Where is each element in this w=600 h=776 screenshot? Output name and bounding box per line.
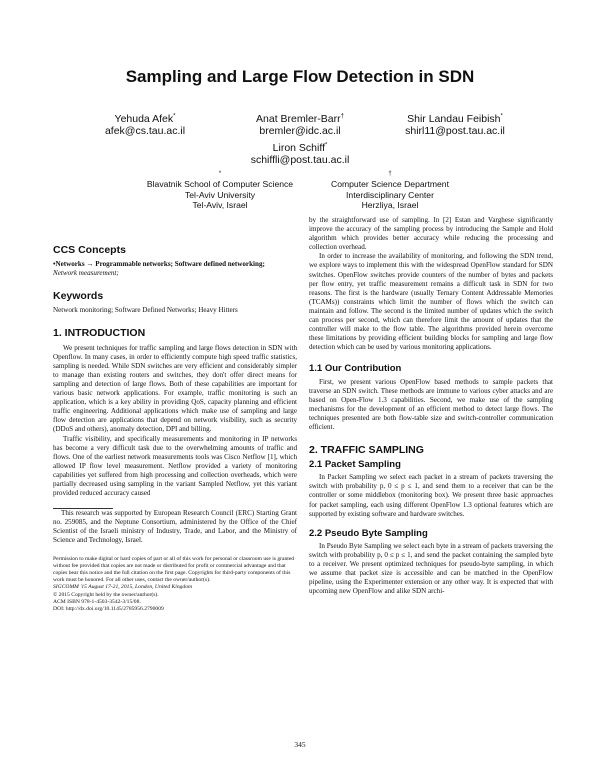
- author-email: schiffli@post.tau.ac.il: [250, 154, 350, 166]
- permission-text: Permission to make digital or hard copies of part or all of this work for personal or classroom use is granted without fee provided that copies are not made or distributed for profit or commercial advantage and that copies bear this notice and the full citation on the first page. Copyrights for third-party components of this work must be honored. For all other uses, contact the owner/author(s).: [53, 555, 295, 584]
- author-name: Liron Schiff*: [272, 141, 328, 154]
- funding-footnote: This research was supported by European Research Council (ERC) Starting Grant no. 259085, and the Neptune Consortium, administered by the Office of the Chief Scientist of the Israeli ministry of Industry, Trade, and Labor, and the Ministry of Science and Technology, Israel.: [53, 509, 297, 545]
- affiliation-line: Interdisciplinary Center: [346, 189, 434, 200]
- paragraph: In Pseudo Byte Sampling we select each byte in a stream of packets traversing the switch with probability p, 0 ≤ p ≤ 1, and send the packet containing the sampled byte to a receiver. We present optimized techniques for pseudo-byte sampling, in which we assume that packet size is accessible and can be matched in the OpenFlow pipeline, using the Experimenter extension or any other way. It is expected that with upcoming new OpenFlow and alike SDN archi-: [309, 541, 553, 596]
- introduction-section: [53, 329, 297, 498]
- introduction-heading: 1. INTRODUCTION: [53, 327, 146, 340]
- author-afek: [60, 110, 230, 138]
- pseudo-byte-heading: 2.2 Pseudo Byte Sampling: [309, 527, 428, 539]
- left-column: [53, 246, 297, 613]
- paragraph: In order to increase the availability of monitoring, and following the SDN trend, we explore ways to implement this with the widespread OpenFlow standard for SDN switches. OpenFlow switches provide counters of the number of bytes and packets per flow entry, yet traffic measurement remains a difficult task in SDN for two reasons. The first is the hardware (usually Ternary Content Addressable Memories (TCAMs)) constraints which limit the number of flows which the switch can maintain and follow. The second is the limited number of updates which the switch can process per second, which can therefore limit the amount of updates that the controller will make to the flow table. The algorithms provided herein overcome these limitations by providing efficient building blocks for sampling and large flow detection which can be used by various monitoring applications.: [309, 252, 553, 352]
- copyright: © 2015 Copyright held by the owner/author(s).: [53, 591, 159, 598]
- isbn: ACM ISBN 978-1-4503-3542-3/15/08.: [53, 598, 141, 605]
- author-name: Shir Landau Feibish*: [407, 112, 503, 125]
- pseudo-byte-section: [309, 529, 553, 597]
- affiliation-line: Tel-Aviv University: [184, 189, 256, 200]
- paragraph: We present techniques for traffic sampling and large flows detection in SDN with Openflow. In many cases, in order to efficiently compute high speed traffic statistics, sampling is needed. While SDN switches are very efficient and considerably simpler to manage than existing routers and switches, they don't offer direct means for sampling and detection of large flows. Both of these capabilities are important for various basic network applications. For example, traffic monitoring is such an application, which is a key ability in providing QoS, capacity planning and efficient traffic engineering. Additional applications which make use of sampling and large flow detection are applications that depend on network visibility, such as security (DDoS and others), anomaly detection, DPI and billing.: [53, 343, 297, 434]
- author-name: Anat Bremler-Barr†: [256, 112, 344, 125]
- affiliation-line: Herzliya, Israel: [361, 200, 419, 211]
- author-email: bremler@idc.ac.il: [259, 125, 341, 137]
- keywords-heading: Keywords: [53, 290, 104, 303]
- affiliation-line: Tel-Aviv, Israel: [192, 200, 248, 211]
- paragraph: First, we present various OpenFlow based methods to sample packets that traverse an SDN switch. These methods are immune to various cyber attacks and are based on Open-Flow 1.3 capabilities. Second, we make use of the sampling mechanisms for the development of an efficient method to detect large flows. The techniques presented are both flow-table size and switch-controller communication efficient.: [309, 377, 553, 431]
- packet-sampling-heading: 2.1 Packet Sampling: [309, 459, 401, 471]
- ccs-heading: CCS Concepts: [53, 244, 126, 256]
- paragraph: by the straightforward use of sampling. In [2] Estan and Varghese significantly improve the accuracy of the sampling process by introducing the Sample and Hold algorithm which provides better accuracy while reducing the processing and collection overhead.: [309, 216, 553, 252]
- page-number: 345: [294, 740, 306, 749]
- affiliation-idc: [290, 169, 490, 211]
- author-bremler-barr: [215, 110, 385, 138]
- venue: SIGCOMM '15 August 17-21, 2015, London, United Kingdom: [53, 584, 193, 591]
- traffic-sampling-section: [309, 446, 553, 519]
- author-email: shirl11@post.tau.ac.il: [405, 125, 505, 137]
- keywords-section: [53, 292, 297, 315]
- ccs-line: •Networks → Programmable networks; Software defined networking;: [53, 260, 265, 269]
- contribution-section: [309, 364, 553, 432]
- affiliation-line: * Blavatnik School of Computer Science: [146, 171, 294, 190]
- doi: DOI: http://dx.doi.org/10.1145/2785956.2790009: [53, 605, 164, 612]
- author-name: Yehuda Afek*: [114, 112, 176, 125]
- ccs-line: Network measurement;: [53, 269, 119, 278]
- keywords-text: Network monitoring; Software Defined Networks; Heavy Hitters: [53, 306, 238, 315]
- ccs-section: [53, 246, 297, 278]
- affiliation-line: † Computer Science Department: [331, 171, 449, 190]
- author-email: afek@cs.tau.ac.il: [104, 125, 186, 137]
- contribution-heading: 1.1 Our Contribution: [309, 363, 402, 375]
- right-column: [309, 216, 553, 606]
- permission-block: [53, 556, 297, 614]
- paper-title: Sampling and Large Flow Detection in SDN: [125, 67, 475, 86]
- paragraph: In Packet Sampling we select each packet in a stream of packets traversing the switch with probability p, 0 ≤ p ≤ 1, and send them to a receiver that can be the controller or some middlebox (monitoring box). We present three basic approaches for packet sampling, each using different OpenFlow 1.3 optional features which are supported by existing software and hardware switches.: [309, 473, 553, 518]
- paragraph: Traffic visibility, and specifically measurements and monitoring in IP networks has become a very difficult task due to the overwhelming amounts of traffic and flows. One of the earliest network measurements tools was Cisco Netflow [1], which allowed IP flow level measurement. Netflow provided a variety of monitoring capabilities yet suffered from high processing and collection overheads, which were partially decreased using sampling in the variant Sampled Netflow, yet this variant provided reduced accuracy caused: [53, 434, 297, 498]
- traffic-sampling-heading: 2. TRAFFIC SAMPLING: [309, 444, 424, 457]
- author-feibish: [370, 110, 540, 138]
- author-schiff: [215, 139, 385, 167]
